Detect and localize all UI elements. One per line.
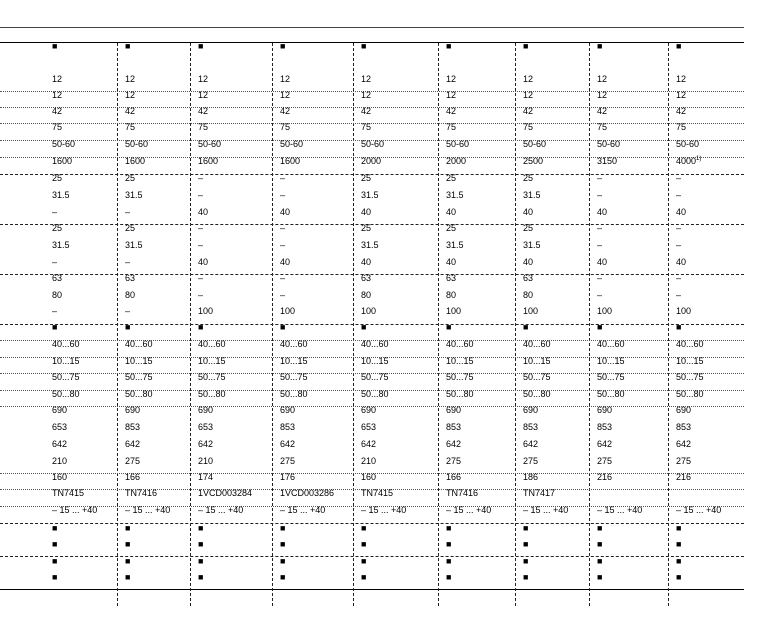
table-cell: 642 (446, 439, 462, 449)
table-cell: – 15 ... +40 (676, 505, 722, 515)
table-cell: 210 (198, 456, 214, 466)
table-cell: 10...15 (52, 356, 80, 366)
header-square-marker: ■ (52, 41, 58, 51)
table-cell: – (52, 257, 58, 267)
table-cell: ■ (198, 539, 204, 549)
table-cell: 216 (597, 472, 613, 482)
table-cell: TN7415 (361, 488, 394, 498)
table-cell: 690 (52, 405, 68, 415)
table-cell: 12 (676, 74, 687, 84)
table-cell: 12 (597, 90, 608, 100)
table-cell: ■ (597, 539, 603, 549)
table-cell: 50...80 (52, 389, 80, 399)
table-cell: 166 (125, 472, 141, 482)
table-cell: 1600 (280, 156, 301, 166)
table-cell: 50...75 (52, 372, 80, 382)
table-cell: ■ (198, 556, 204, 566)
table-cell: 12 (597, 74, 608, 84)
table-cell: 40...60 (446, 339, 474, 349)
table-cell: 40...60 (361, 339, 389, 349)
table-cell: ■ (597, 523, 603, 533)
table-cell: 25 (125, 173, 136, 183)
table-cell: 50-60 (125, 139, 149, 149)
table-cell: 12 (446, 90, 457, 100)
table-cell: ■ (280, 572, 286, 582)
table-cell: 40...60 (676, 339, 704, 349)
table-cell: ■ (280, 322, 286, 332)
table-cell: 50...75 (446, 372, 474, 382)
row-separator (0, 274, 744, 275)
table-cell: 40 (280, 257, 291, 267)
table-cell: – (125, 257, 131, 267)
table-cell: – (280, 273, 286, 283)
table-cell: – (280, 190, 286, 200)
table-cell: – (597, 173, 603, 183)
table-cell: 40 (676, 207, 687, 217)
table-cell: 42 (52, 106, 63, 116)
table-cell: 10...15 (280, 356, 308, 366)
table-cell: – 15 ... +40 (361, 505, 407, 515)
table-cell: 12 (280, 90, 291, 100)
table-cell: 75 (125, 122, 136, 132)
table-cell: 690 (198, 405, 214, 415)
table-cell: 50...80 (446, 389, 474, 399)
table-cell: 31.5 (52, 240, 70, 250)
table-cell: 100 (198, 306, 214, 316)
row-separator (0, 91, 744, 92)
table-cell: ■ (523, 322, 529, 332)
table-cell: 40 (280, 207, 291, 217)
table-cell: ■ (361, 556, 367, 566)
header-square-marker: ■ (676, 41, 682, 51)
table-cell: 174 (198, 472, 214, 482)
table-cell: 12 (125, 74, 136, 84)
table-cell: ■ (676, 572, 682, 582)
header-square-marker: ■ (361, 41, 367, 51)
table-cell: 12 (361, 90, 372, 100)
table-cell: 853 (597, 422, 613, 432)
table-cell: 63 (52, 273, 63, 283)
table-cell: 1600 (198, 156, 219, 166)
table-cell: 10...15 (446, 356, 474, 366)
table-cell: 25 (523, 173, 534, 183)
table-cell: 10...15 (198, 356, 226, 366)
table-cell: 50...80 (676, 389, 704, 399)
table-cell: ■ (597, 572, 603, 582)
table-cell: 10...15 (125, 356, 153, 366)
table-cell: 12 (52, 74, 63, 84)
table-cell: 31.5 (446, 240, 464, 250)
table-cell: 690 (280, 405, 296, 415)
table-cell: – 15 ... +40 (52, 505, 98, 515)
table-cell: – (125, 207, 131, 217)
table-cell: 50-60 (280, 139, 304, 149)
table-cell: – (198, 223, 204, 233)
row-separator (0, 324, 744, 325)
table-cell: – (597, 273, 603, 283)
table-cell: 31.5 (125, 240, 143, 250)
table-cell: – (676, 190, 682, 200)
table-cell: 31.5 (446, 190, 464, 200)
table-cell: 210 (361, 456, 377, 466)
table-cell: 642 (280, 439, 296, 449)
table-cell: 653 (198, 422, 214, 432)
table-cell: 690 (676, 405, 692, 415)
table-cell: 12 (52, 90, 63, 100)
table-cell: 80 (125, 290, 136, 300)
table-cell: 40...60 (52, 339, 80, 349)
table-cell: 25 (52, 173, 63, 183)
table-cell: 2000 (361, 156, 382, 166)
table-cell: – 15 ... +40 (597, 505, 643, 515)
table-cell: 642 (676, 439, 692, 449)
table-cell: – 15 ... +40 (523, 505, 569, 515)
table-cell: ■ (446, 539, 452, 549)
spec-table (0, 43, 744, 606)
table-cell: ■ (280, 539, 286, 549)
table-cell: 25 (446, 223, 457, 233)
table-cell: 653 (361, 422, 377, 432)
table-cell: 210 (52, 456, 68, 466)
table-cell: 40 (523, 257, 534, 267)
table-cell: 50...75 (597, 372, 625, 382)
header-square-marker: ■ (523, 41, 529, 51)
table-cell: ■ (597, 322, 603, 332)
table-cell: ■ (125, 539, 131, 549)
table-cell: 40 (446, 207, 457, 217)
table-cell: 50-60 (446, 139, 470, 149)
table-cell: 642 (597, 439, 613, 449)
table-cell: 50...75 (198, 372, 226, 382)
table-cell: – (676, 223, 682, 233)
footnote-marker: 1) (696, 156, 702, 162)
table-cell: 50...75 (361, 372, 389, 382)
table-cell: 2500 (523, 156, 544, 166)
table-cell: 25 (361, 223, 372, 233)
table-cell: 42 (446, 106, 457, 116)
table-cell: 25 (523, 223, 534, 233)
table-cell: – (198, 240, 204, 250)
table-cell: – 15 ... +40 (125, 505, 171, 515)
table-cell: 75 (446, 122, 457, 132)
table-cell: ■ (676, 539, 682, 549)
table-cell: 690 (446, 405, 462, 415)
table-cell: – 15 ... +40 (446, 505, 492, 515)
table-cell: ■ (280, 523, 286, 533)
table-cell: TN7415 (52, 488, 85, 498)
table-cell: 40 (446, 257, 457, 267)
table-cell: 50...75 (523, 372, 551, 382)
table-cell: 10...15 (523, 356, 551, 366)
table-cell: ■ (52, 539, 58, 549)
row-separator (0, 556, 744, 557)
table-cell: – (597, 290, 603, 300)
table-cell: 40 (597, 207, 608, 217)
table-cell: ■ (125, 322, 131, 332)
table-cell: 12 (523, 90, 534, 100)
table-cell: 275 (446, 456, 462, 466)
table-cell: 75 (676, 122, 687, 132)
table-cell: ■ (125, 556, 131, 566)
table-cell: 853 (446, 422, 462, 432)
table-cell: – (597, 223, 603, 233)
table-cell: 216 (676, 472, 692, 482)
table-cell: 75 (361, 122, 372, 132)
table-cell: ■ (125, 572, 131, 582)
table-cell: ■ (446, 523, 452, 533)
table-cell: 166 (446, 472, 462, 482)
table-cell: 642 (52, 439, 68, 449)
table-cell: – (198, 290, 204, 300)
table-cell: 50-60 (676, 139, 700, 149)
table-cell: 100 (676, 306, 692, 316)
table-cell: 75 (523, 122, 534, 132)
table-cell: 12 (198, 90, 209, 100)
table-cell: 42 (125, 106, 136, 116)
table-cell: 40 (676, 257, 687, 267)
table-cell: 31.5 (523, 190, 541, 200)
table-cell: 42 (523, 106, 534, 116)
table-cell: 653 (52, 422, 68, 432)
table-cell: – (597, 190, 603, 200)
table-cell: 642 (361, 439, 377, 449)
table-cell: 100 (280, 306, 296, 316)
table-cell: – 15 ... +40 (280, 505, 326, 515)
table-cell: – (676, 173, 682, 183)
table-cell: 160 (361, 472, 377, 482)
table-cell: 50...75 (676, 372, 704, 382)
table-cell: 40 (361, 207, 372, 217)
table-cell: 25 (446, 173, 457, 183)
table-cell: 63 (125, 273, 136, 283)
table-cell: ■ (280, 556, 286, 566)
table-cell: – (676, 273, 682, 283)
table-cell: 42 (361, 106, 372, 116)
table-cell: 50-60 (523, 139, 547, 149)
table-cell: ■ (198, 523, 204, 533)
table-cell: 75 (597, 122, 608, 132)
table-cell: 40...60 (125, 339, 153, 349)
table-cell: – (125, 306, 131, 316)
table-cell: 80 (523, 290, 534, 300)
table-cell: TN7416 (125, 488, 158, 498)
table-cell: ■ (198, 572, 204, 582)
table-cell: 25 (125, 223, 136, 233)
table-cell: 31.5 (52, 190, 70, 200)
table-cell: 1600 (52, 156, 73, 166)
table-cell: 100 (523, 306, 539, 316)
table-cell: 80 (361, 290, 372, 300)
table-top-rule (0, 27, 744, 28)
table-cell: 25 (52, 223, 63, 233)
table-cell: ■ (52, 523, 58, 533)
header-square-marker: ■ (280, 41, 286, 51)
table-cell: 40 (361, 257, 372, 267)
table-cell: 1VCD003286 (280, 488, 335, 498)
table-cell: 50-60 (361, 139, 385, 149)
table-cell: – 15 ... +40 (198, 505, 244, 515)
table-cell: 50...80 (523, 389, 551, 399)
table-cell: 2000 (446, 156, 467, 166)
table-cell: – (676, 240, 682, 250)
table-cell: 50-60 (198, 139, 222, 149)
table-cell: 31.5 (361, 190, 379, 200)
table-cell: 642 (523, 439, 539, 449)
table-cell: 50...80 (597, 389, 625, 399)
table-cell: 50-60 (597, 139, 621, 149)
table-cell: 12 (125, 90, 136, 100)
table-cell: 10...15 (676, 356, 704, 366)
table-cell: 100 (361, 306, 377, 316)
table-cell: – (280, 240, 286, 250)
table-cell: 50...80 (198, 389, 226, 399)
table-cell: ■ (198, 322, 204, 332)
table-cell: 275 (523, 456, 539, 466)
table-cell: 690 (523, 405, 539, 415)
row-separator (0, 224, 744, 225)
table-cell: 63 (446, 273, 457, 283)
table-cell: 275 (280, 456, 296, 466)
table-cell: – (280, 223, 286, 233)
table-cell: 1VCD003284 (198, 488, 253, 498)
table-cell: 40 (597, 257, 608, 267)
table-cell: 10...15 (361, 356, 389, 366)
table-cell: ■ (523, 556, 529, 566)
table-cell: 42 (280, 106, 291, 116)
table-cell: 42 (676, 106, 687, 116)
table-cell: 186 (523, 472, 539, 482)
table-cell: 80 (446, 290, 457, 300)
table-cell: 31.5 (125, 190, 143, 200)
table-cell: 12 (361, 74, 372, 84)
table-cell: 176 (280, 472, 296, 482)
table-cell: 25 (361, 173, 372, 183)
table-cell: 100 (597, 306, 613, 316)
header-square-marker: ■ (125, 41, 131, 51)
table-cell: 40...60 (280, 339, 308, 349)
table-cell: ■ (361, 523, 367, 533)
table-cell: – (280, 290, 286, 300)
table-cell: 50...75 (125, 372, 153, 382)
table-cell: 40...60 (198, 339, 226, 349)
table-cell: 75 (52, 122, 63, 132)
header-square-marker: ■ (446, 41, 452, 51)
table-cell: – (198, 173, 204, 183)
table-cell: 80 (52, 290, 63, 300)
table-cell: ■ (361, 539, 367, 549)
table-cell: ■ (676, 322, 682, 332)
table-cell: – (52, 306, 58, 316)
table-cell: 853 (676, 422, 692, 432)
table-cell: 275 (676, 456, 692, 466)
table-cell: ■ (676, 556, 682, 566)
table-cell: – (597, 240, 603, 250)
table-cell: 40...60 (523, 339, 551, 349)
table-cell: 853 (125, 422, 141, 432)
table-cell: 40 (523, 207, 534, 217)
table-cell: 75 (280, 122, 291, 132)
table-cell: TN7416 (446, 488, 479, 498)
table-cell: – (280, 173, 286, 183)
table-cell: 4000$^{1)}$ (676, 156, 702, 166)
table-cell: 690 (597, 405, 613, 415)
table-cell: 63 (361, 273, 372, 283)
table-cell: 10...15 (597, 356, 625, 366)
table-cell: 40 (198, 207, 209, 217)
table-cell: 1600 (125, 156, 146, 166)
table-cell: 50...80 (125, 389, 153, 399)
table-cell: 42 (198, 106, 209, 116)
row-separator (0, 107, 744, 108)
table-cell: 12 (280, 74, 291, 84)
table-cell: – (198, 273, 204, 283)
table-cell: ■ (446, 556, 452, 566)
table-cell: 12 (523, 74, 534, 84)
table-cell: ■ (446, 322, 452, 332)
table-cell: ■ (52, 556, 58, 566)
table-cell: 160 (52, 472, 68, 482)
table-cell: ■ (676, 523, 682, 533)
row-separator (0, 174, 744, 175)
table-cell: 50-60 (52, 139, 76, 149)
table-cell: 853 (280, 422, 296, 432)
table-cell: ■ (361, 572, 367, 582)
row-separator (0, 523, 744, 524)
table-cell: 40...60 (597, 339, 625, 349)
table-cell: ■ (523, 523, 529, 533)
table-cell: 40 (198, 257, 209, 267)
header-square-marker: ■ (597, 41, 603, 51)
table-cell: ■ (597, 556, 603, 566)
table-cell: 50...80 (280, 389, 308, 399)
table-cell: 42 (597, 106, 608, 116)
table-cell: 12 (198, 74, 209, 84)
table-cell: 63 (523, 273, 534, 283)
table-cell: ■ (523, 572, 529, 582)
table-cell: 50...75 (280, 372, 308, 382)
table-cell: ■ (52, 322, 58, 332)
row-separator (0, 123, 744, 124)
table-cell: ■ (361, 322, 367, 332)
table-cell: 275 (125, 456, 141, 466)
table-cell: – (198, 190, 204, 200)
table-cell: 100 (446, 306, 462, 316)
table-cell: TN7417 (523, 488, 556, 498)
table-cell: – (676, 290, 682, 300)
table-cell: 31.5 (361, 240, 379, 250)
table-cell: 642 (198, 439, 214, 449)
table-cell: 690 (125, 405, 141, 415)
table-cell: 690 (361, 405, 377, 415)
table-cell: 3150 (597, 156, 618, 166)
table-cell: ■ (446, 572, 452, 582)
table-cell: 50...80 (361, 389, 389, 399)
table-cell: 12 (676, 90, 687, 100)
table-cell: 275 (597, 456, 613, 466)
table-cell: 31.5 (523, 240, 541, 250)
table-cell: 853 (523, 422, 539, 432)
table-cell: – (52, 207, 58, 217)
table-cell: 12 (446, 74, 457, 84)
table-cell: ■ (125, 523, 131, 533)
table-cell: 642 (125, 439, 141, 449)
table-cell: ■ (523, 539, 529, 549)
table-cell: ■ (52, 572, 58, 582)
table-cell: 75 (198, 122, 209, 132)
header-square-marker: ■ (198, 41, 204, 51)
